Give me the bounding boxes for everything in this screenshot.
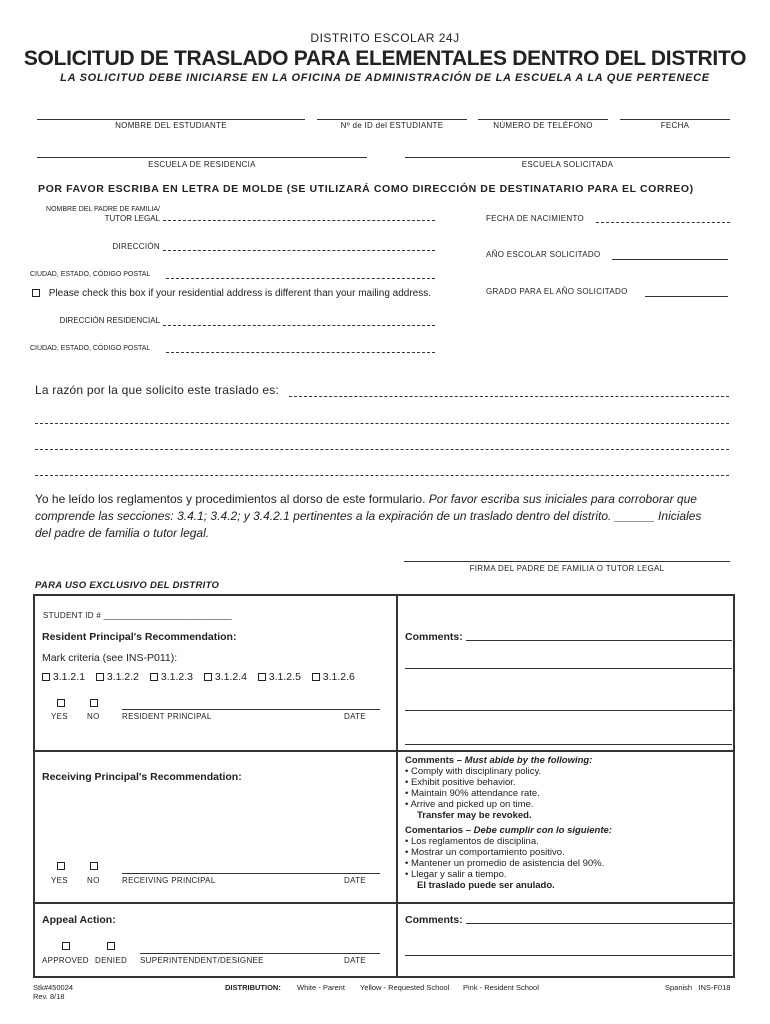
receiving-yes-label: YES — [51, 876, 68, 885]
phone-line[interactable] — [478, 119, 608, 120]
requested-school-line[interactable] — [405, 157, 730, 158]
resident-comments-line-2[interactable] — [405, 668, 732, 669]
parent-name-line[interactable] — [163, 220, 435, 221]
office-divider-1 — [33, 750, 735, 752]
res-city-line[interactable] — [166, 352, 435, 353]
resident-yes-label: YES — [51, 712, 68, 721]
footer-distribution: DISTRIBUTION: — [225, 983, 281, 992]
parent-name-label: NOMBRE DEL PADRE DE FAMILIA/ TUTOR LEGAL — [46, 206, 160, 223]
receiving-no-checkbox[interactable] — [90, 862, 98, 870]
footer-white: White - Parent — [297, 983, 345, 992]
resident-no-checkbox[interactable] — [90, 699, 98, 707]
denied-label: DENIED — [95, 956, 128, 965]
criteria-checkbox-2[interactable] — [96, 673, 104, 681]
grade-line[interactable] — [645, 296, 728, 297]
resident-comments-line-3[interactable] — [405, 710, 732, 711]
receiving-yes-checkbox[interactable] — [57, 862, 65, 870]
resident-title: Resident Principal's Recommendation: — [42, 631, 237, 643]
reason-line-3[interactable] — [35, 449, 729, 450]
appeal-title: Appeal Action: — [42, 914, 116, 926]
approved-label: APPROVED — [42, 956, 89, 965]
footer-yellow: Yellow - Requested School — [360, 983, 450, 992]
appeal-comments-line-1[interactable] — [466, 923, 732, 924]
footer-form-number: Spanish INS-F018 — [665, 983, 731, 992]
denied-checkbox[interactable] — [107, 942, 115, 950]
resident-yes-checkbox[interactable] — [57, 699, 65, 707]
appeal-comments-label: Comments: — [405, 914, 463, 926]
residential-check-text: Please check this box if your residential address is different than your mailing address. — [48, 288, 432, 299]
appeal-date-label: DATE — [344, 956, 366, 965]
receiving-signature-line[interactable] — [122, 873, 380, 874]
birth-date-label: FECHA DE NACIMIENTO — [486, 214, 585, 223]
office-divider-2 — [33, 902, 735, 904]
reason-line-2[interactable] — [35, 423, 729, 424]
student-id-label: Nº de ID del ESTUDIANTE — [340, 121, 444, 130]
criteria-row: 3.1.2.1 3.1.2.2 3.1.2.3 3.1.2.4 3.1.2.5 3.1.2.6 — [42, 671, 355, 683]
superintendent-label: SUPERINTENDENT/DESIGNEE — [140, 956, 264, 965]
agreement-text: Yo he leído los reglamentos y procedimientos al dorso de este formulario. Por favor escriba sus iniciales para corroborar que comprende las secciones: 3.4.1; 3.4.2; y 3.4.2.1 pertinentes a la expiración de un traslado dentro del distrito. ______ Iniciales del padre de familia o tutor legal. — [35, 492, 702, 540]
school-year-line[interactable] — [612, 259, 728, 260]
criteria-checkbox-6[interactable] — [312, 673, 320, 681]
student-name-line[interactable] — [37, 119, 305, 120]
mark-criteria-label: Mark criteria (see INS-P011): — [42, 652, 178, 664]
city-label: CIUDAD, ESTADO, CÓDIGO POSTAL — [30, 271, 151, 278]
student-name-label: NOMBRE DEL ESTUDIANTE — [115, 121, 227, 130]
footer-pink: Pink - Resident School — [463, 983, 539, 992]
address-line[interactable] — [163, 250, 435, 251]
grade-label: GRADO PARA EL AÑO SOLICITADO — [486, 287, 628, 296]
reason-label: La razón por la que solicito este traslado es: — [35, 383, 280, 397]
date-label: FECHA — [660, 121, 690, 130]
receiving-title: Receiving Principal's Recommendation: — [42, 771, 242, 783]
footer-stock: Stk#450024 Rev. 8/18 — [33, 983, 74, 1001]
requested-school-label: ESCUELA SOLICITADA — [521, 160, 614, 169]
phone-label: NÚMERO DE TELÉFONO — [493, 121, 593, 130]
criteria-checkbox-3[interactable] — [150, 673, 158, 681]
receiving-principal-label: RECEIVING PRINCIPAL — [122, 876, 216, 885]
form-subtitle: LA SOLICITUD DEBE INICIARSE EN LA OFICINA DE ADMINISTRACIÓN DE LA ESCUELA A LA QUE PERTENECE — [60, 72, 710, 84]
appeal-signature-line[interactable] — [140, 953, 380, 954]
student-id-line[interactable] — [317, 119, 467, 120]
address-label: DIRECCIÓN — [112, 242, 160, 251]
date-line[interactable] — [620, 119, 730, 120]
criteria-checkbox-5[interactable] — [258, 673, 266, 681]
print-instruction: POR FAVOR ESCRIBA EN LETRA DE MOLDE (SE UTILIZARÁ COMO DIRECCIÓN DE DESTINATARIO PARA EL CORREO) — [38, 183, 694, 195]
rules-block: Comments – Must abide by the following: • Comply with disciplinary policy. • Exhibit positive behavior. • Maintain 90% attendance rate. • Arrive and picked up on time. Transfer may be revoked. Comentarios – Debe cumplir con lo siguiente: • Los reglamentos de disciplina. • Mostrar un comportamiento positivo. • Mantener un promedio de asistencia del 90%. • Llegar y salir a tiempo. El traslado puede ser anulado. — [405, 755, 612, 891]
receiving-no-label: NO — [87, 876, 100, 885]
receiving-date-label: DATE — [344, 876, 366, 885]
resident-no-label: NO — [87, 712, 100, 721]
birth-date-line[interactable] — [596, 222, 730, 223]
office-student-id: STUDENT ID # ___________________________ — [43, 611, 232, 620]
resident-date-label: DATE — [344, 712, 366, 721]
resident-principal-label: RESIDENT PRINCIPAL — [122, 712, 212, 721]
signature-label: FIRMA DEL PADRE DE FAMILIA O TUTOR LEGAL — [469, 564, 665, 573]
residential-checkbox[interactable] — [32, 289, 40, 297]
criteria-checkbox-4[interactable] — [204, 673, 212, 681]
form-title: SOLICITUD DE TRASLADO PARA ELEMENTALES DENTRO DEL DISTRITO — [23, 47, 747, 70]
res-address-label: DIRECCIÓN RESIDENCIAL — [59, 316, 160, 325]
resident-comments-label: Comments: — [405, 631, 463, 643]
home-school-line[interactable] — [37, 157, 367, 158]
res-city-label: CIUDAD, ESTADO, CÓDIGO POSTAL — [30, 345, 151, 352]
signature-line[interactable] — [404, 561, 730, 562]
residential-check-row — [32, 288, 431, 299]
resident-comments-line-4[interactable] — [405, 744, 732, 745]
district-name: DISTRITO ESCOLAR 24J — [310, 31, 460, 45]
appeal-comments-line-2[interactable] — [405, 955, 732, 956]
office-divider-vertical — [396, 594, 398, 978]
approved-checkbox[interactable] — [62, 942, 70, 950]
resident-signature-line[interactable] — [122, 709, 380, 710]
criteria-checkbox-1[interactable] — [42, 673, 50, 681]
home-school-label: ESCUELA DE RESIDENCIA — [148, 160, 256, 169]
reason-line-1[interactable] — [289, 396, 729, 397]
res-address-line[interactable] — [163, 325, 435, 326]
reason-line-4[interactable] — [35, 475, 729, 476]
city-line[interactable] — [166, 278, 435, 279]
school-year-label: AÑO ESCOLAR SOLICITADO — [486, 250, 601, 259]
resident-comments-line-1[interactable] — [466, 640, 732, 641]
district-use-label: PARA USO EXCLUSIVO DEL DISTRITO — [35, 580, 220, 591]
